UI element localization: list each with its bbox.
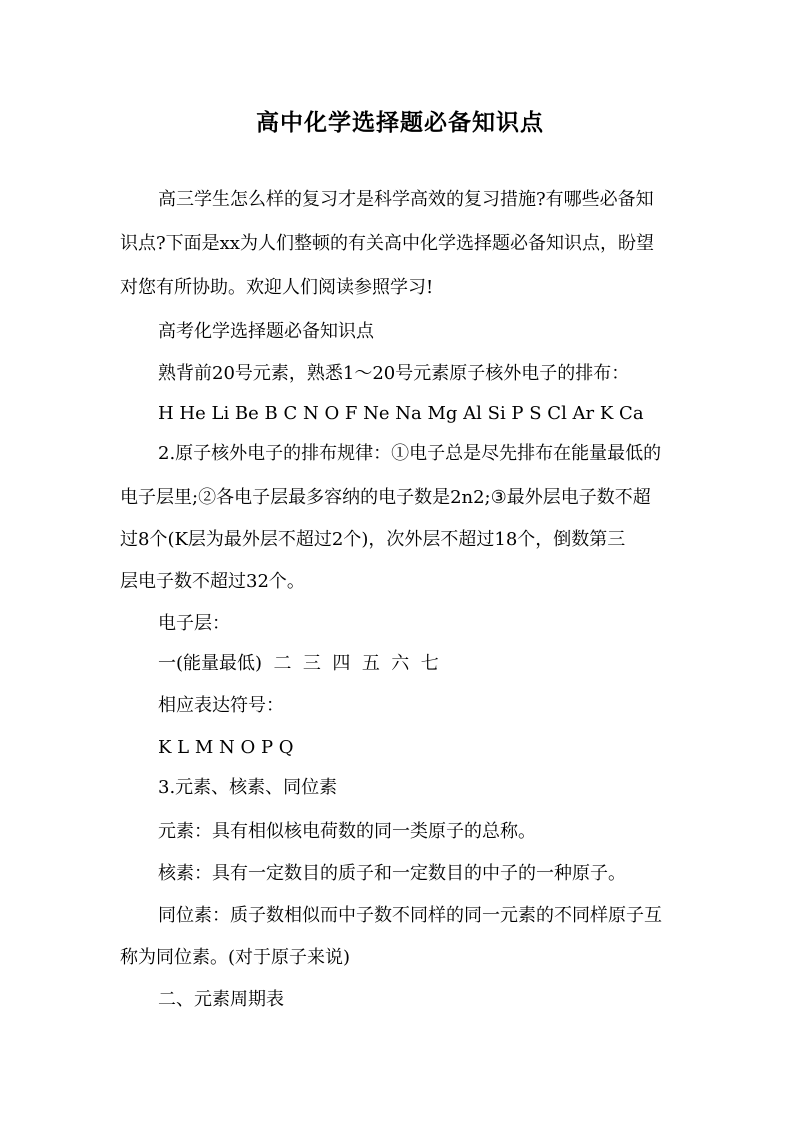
section-2-heading: 二、元素周期表 xyxy=(158,989,284,1010)
element-definition: 元素：具有相似核电荷数的同一类原子的总称。 xyxy=(158,821,536,842)
rule-line-3: 过8个(K层为最外层不超过2个)，次外层不超过18个，倒数第三 xyxy=(120,529,626,550)
rule-line-1: 2.原子核外电子的排布规律：①电子总是尽先排布在能量最低的 xyxy=(158,443,662,464)
section-heading: 高考化学选择题必备知识点 xyxy=(158,321,374,342)
document-title: 高中化学选择题必备知识点 xyxy=(256,109,544,136)
shell-names: 一(能量最低) 二 三 四 五 六 七 xyxy=(158,653,439,674)
elements-list: H He Li Be B C N O F Ne Na Mg Al Si P S Cl Ar K Ca xyxy=(158,403,644,424)
rule-line-4: 层电子数不超过32个。 xyxy=(120,571,305,592)
rule-line-2: 电子层里;②各电子层最多容纳的电子数是2n2;③最外层电子数不超 xyxy=(120,487,651,508)
intro-line-2: 识点?下面是xx为人们整顿的有关高中化学选择题必备知识点，盼望 xyxy=(120,233,654,254)
symbol-heading: 相应表达符号： xyxy=(158,695,284,716)
shell-symbols: K L M N O P Q xyxy=(158,737,294,758)
intro-line-3: 对您有所协助。欢迎人们阅读参照学习! xyxy=(120,277,434,298)
intro-line-1: 高三学生怎么样的复习才是科学高效的复习措施?有哪些必备知 xyxy=(158,189,654,210)
isotope-line-1: 同位素：质子数相似而中子数不同样的同一元素的不同样原子互 xyxy=(158,905,662,926)
nuclide-definition: 核素：具有一定数目的质子和一定数目的中子的一种原子。 xyxy=(158,863,626,884)
item-3-heading: 3.元素、核素、同位素 xyxy=(158,777,338,798)
shell-heading: 电子层： xyxy=(158,613,230,634)
isotope-line-2: 称为同位素。(对于原子来说) xyxy=(120,947,351,968)
item-1-text: 熟背前20号元素，熟悉1～20号元素原子核外电子的排布： xyxy=(158,363,630,384)
